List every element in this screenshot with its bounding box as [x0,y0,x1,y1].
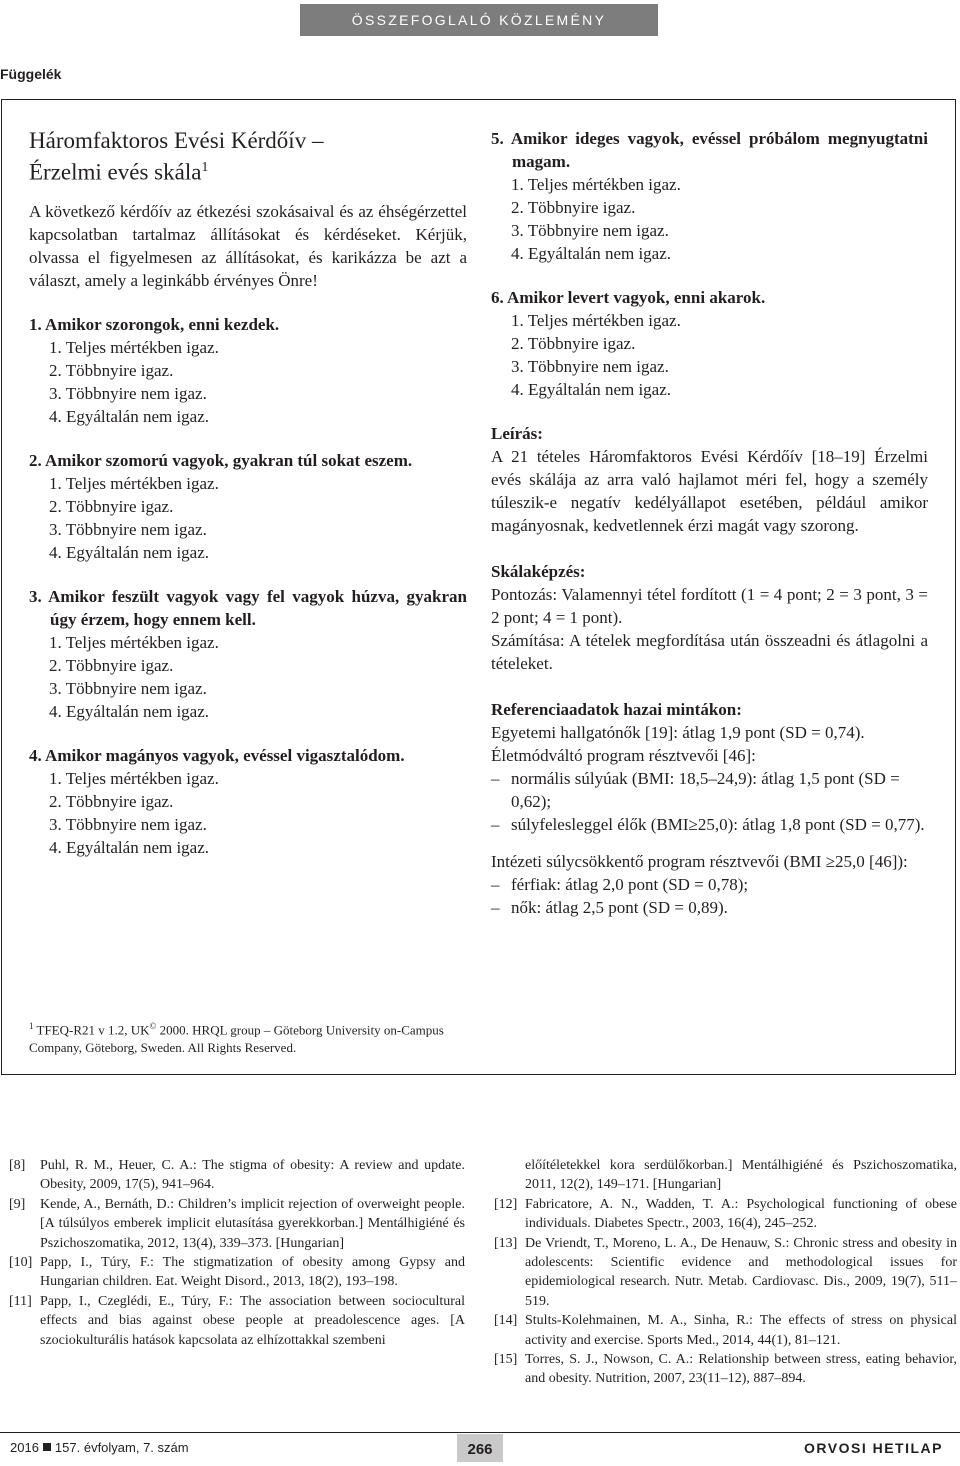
answer-option: 4. Egyáltalán nem igaz. [49,701,210,721]
reference-item [494,1350,957,1389]
answer-option: 2. Többnyire igaz. [49,791,174,811]
question-2 [29,449,467,564]
description-text: A 21 tételes Háromfaktoros Evési Kérdőív [18–19] Érzelmi evés skálája az arra való hajlamot méri fel, hogy a személy túleszik-e negatív kedélyállapot esetében, például amikor magányosnak, kedvetlennek érzi magát vagy szorong. [491,447,928,535]
footer-issue-info [10,1440,189,1455]
reference-continuation [494,1156,957,1195]
list-item [491,813,928,836]
appendix-label: Függelék [0,66,62,82]
institutional-section [491,850,928,919]
description-heading: Leírás: [491,424,543,443]
title-footnote-marker: 1 [201,160,209,175]
question-text: 3. Amikor feszült vagyok vagy fel vagyok húzva, gyakran úgy érzem, hogy ennem kell. [29,586,467,629]
questionnaire-title [29,127,467,186]
title-line-1: Háromfaktoros Evési Kérdőív – [29,128,324,153]
reference-number: [13] [494,1235,518,1251]
copyright-symbol: © [149,1021,157,1031]
answer-option: 2. Többnyire igaz. [511,198,636,217]
reference-data-section [491,698,928,836]
answer-option: 1. Teljes mértékben igaz. [49,337,219,357]
journal-name: ORVOSI HETILAP [804,1440,943,1456]
answer-option: 3. Többnyire nem igaz. [511,221,669,240]
section-header: ÖSSZEFOGLALÓ KÖZLEMÉNY [300,4,658,36]
reference-text: Papp, I., Túry, F.: The stigmatization of obesity among Gypsy and Hungarian children. Eat. Weight Disord., 2013, 18(2), 193–198. [40,1255,465,1290]
reference-item [9,1292,465,1350]
question-text: 1. Amikor szorongok, enni kezdek. [29,314,280,334]
reference-item [494,1234,957,1312]
answer-option: 3. Többnyire nem igaz. [49,814,207,834]
reference-item [9,1156,465,1195]
answer-option: 4. Egyáltalán nem igaz. [511,244,672,263]
questionnaire-left-column [29,127,467,880]
answer-option: 2. Többnyire igaz. [511,334,636,353]
question-text: 4. Amikor magányos vagyok, evéssel vigasztalódom. [29,745,405,765]
dash-bullet: – [491,769,500,788]
footnote-text-continued: 2000. HRQL group – Göteborg University on-Campus Company, Göteborg, Sweden. All Rights Reserved. [29,1022,444,1056]
footnote-marker: 1 [29,1021,34,1031]
reference-item [9,1195,465,1253]
title-line-2: Érzelmi evés skála$^1$ [29,159,209,185]
page-number: 266 [457,1434,503,1462]
reference-text: Kende, A., Bernáth, D.: Children’s implicit rejection of overweight people. [A túlsúlyos emberek implicit elutasítása gyerekkorban.] Mentálhigiéné és Pszichoszomatika, 2012, 13(4), 339–373. [Hungarian] [40,1196,465,1251]
answer-option: 1. Teljes mértékben igaz. [49,768,219,788]
reference-text: Papp, I., Czeglédi, E., Túry, F.: The association between sociocultural effects and bias against obese people at preadolescence ages. [A szociokulturális hatások kapcsolata az elhízottakkal szembeni [40,1293,465,1348]
question-text: 2. Amikor szomorú vagyok, gyakran túl sokat eszem. [29,450,413,470]
footer-year: 2016 [10,1440,39,1455]
questionnaire-right-column [491,127,928,919]
reference-data-heading: Referenciaadatok hazai mintákon: [491,700,742,719]
list-item [491,767,928,813]
reference-number: [8] [9,1158,26,1173]
answer-option: 3. Többnyire nem igaz. [49,678,207,698]
answer-option: 3. Többnyire nem igaz. [49,519,207,539]
question-4 [29,744,467,859]
answer-option: 4. Egyáltalán nem igaz. [49,837,210,857]
reference-item [494,1195,957,1234]
footnote-text: TFEQ-R21 v 1.2, UK [36,1022,150,1038]
answer-option: 4. Egyáltalán nem igaz. [49,542,210,562]
answer-option: 2. Többnyire igaz. [49,496,174,516]
question-1 [29,313,467,428]
reference-text: De Vriendt, T., Moreno, L. A., De Henauw, S.: Chronic stress and obesity in adolescents: Scientific evidence and methodological issues for epidemiological research. Nutr. Metab. Cardiovasc. Dis., 2009, 19(7), 511–519. [525,1235,957,1309]
reference-item [9,1253,465,1292]
scoring-line: Számítása: A tételek megfordítása után összeadni és átlagolni a tételeket. [491,631,928,673]
square-bullet-icon [43,1443,51,1451]
dash-bullet: – [491,898,500,917]
description-section [491,422,928,537]
question-text: 5. Amikor ideges vagyok, evéssel próbálom megnyugtatni magam. [491,129,928,171]
scoring-line: Pontozás: Valamennyi tétel fordított (1 = 4 pont; 2 = 3 pont, 3 = 2 pont; 4 = 1 pont). [491,585,928,627]
reference-text: előítéletekkel kora serdülőkorban.] Mentálhigiéné és Pszichoszomatika, 2011, 12(2), 149–171. [Hungarian] [525,1158,957,1193]
question-3 [29,585,467,723]
answer-option: 4. Egyáltalán nem igaz. [511,380,672,399]
list-item-text: súlyfelesleggel élők (BMI≥25,0): átlag 1,8 pont (SD = 0,77). [511,815,925,834]
institutional-program-label: Intézeti súlycsökkentő program résztvevői (BMI ≥25,0 [46]): [491,852,908,871]
answer-option: 1. Teljes mértékben igaz. [49,473,219,493]
reference-text: Fabricatore, A. N., Wadden, T. A.: Psychological functioning of obese individuals. Diabetes Spectr., 2003, 16(4), 245–252. [525,1196,957,1232]
list-item-text: nők: átlag 2,5 pont (SD = 0,89). [511,898,728,917]
answer-option: 3. Többnyire nem igaz. [49,383,207,403]
list-item-text: normális súlyúak (BMI: 18,5–24,9): átlag 1,5 pont (SD = 0,62); [511,769,900,811]
reference-number: [14] [494,1313,518,1329]
scoring-heading: Skálaképzés: [491,562,586,581]
references-right-column [494,1156,957,1389]
answer-option: 2. Többnyire igaz. [49,360,174,380]
reference-number: [9] [9,1196,26,1212]
footer-issue: 157. évfolyam, 7. szám [54,1440,189,1455]
dash-bullet: – [491,875,500,894]
answer-option: 3. Többnyire nem igaz. [511,357,669,376]
scoring-section [491,560,928,675]
question-text: 6. Amikor levert vagyok, enni akarok. [491,288,766,307]
reference-text: Stults-Kolehmainen, M. A., Sinha, R.: The effects of stress on physical activity and exercise. Sports Med., 2014, 44(1), 81–121. [525,1313,957,1348]
reference-number: [10] [9,1255,33,1271]
reference-text: Torres, S. J., Nowson, C. A.: Relationship between stress, eating behavior, and obesity. Nutrition, 2007, 23(11–12), 887–894. [525,1352,957,1387]
answer-option: 1. Teljes mértékben igaz. [49,632,219,652]
answer-option: 1. Teljes mértékben igaz. [511,311,681,330]
footer-divider [0,1432,960,1433]
students-reference: Egyetemi hallgatónők [19]: átlag 1,9 pont (SD = 0,74). [491,723,865,742]
dash-bullet: – [491,815,500,834]
question-5 [491,127,928,265]
lifestyle-program-label: Életmódváltó program résztvevői [46]: [491,746,756,765]
answer-option: 2. Többnyire igaz. [49,655,174,675]
questionnaire-intro: A következő kérdőív az étkezési szokásaival és az éhségérzettel kapcsolatban tartalmaz állításokat és kérdéseket. Kérjük, olvassa el figyelmesen az állításokat, és karikázza be azt a választ, amely a leginkább érvényes Önre! [29,201,467,290]
answer-option: 1. Teljes mértékben igaz. [511,175,681,194]
reference-number: [12] [494,1196,518,1212]
answer-option: 4. Egyáltalán nem igaz. [49,406,210,426]
question-6 [491,286,928,401]
references-left-column [9,1156,465,1350]
footnote [29,1017,469,1057]
reference-number: [11] [9,1293,32,1309]
list-item-text: férfiak: átlag 2,0 pont (SD = 0,78); [511,875,749,894]
list-item [491,896,928,919]
list-item [491,873,928,896]
reference-text: Puhl, R. M., Heuer, C. A.: The stigma of obesity: A review and update. Obesity, 2009, 17(5), 941–964. [40,1158,465,1193]
reference-item [494,1311,957,1350]
reference-number: [15] [494,1352,518,1368]
